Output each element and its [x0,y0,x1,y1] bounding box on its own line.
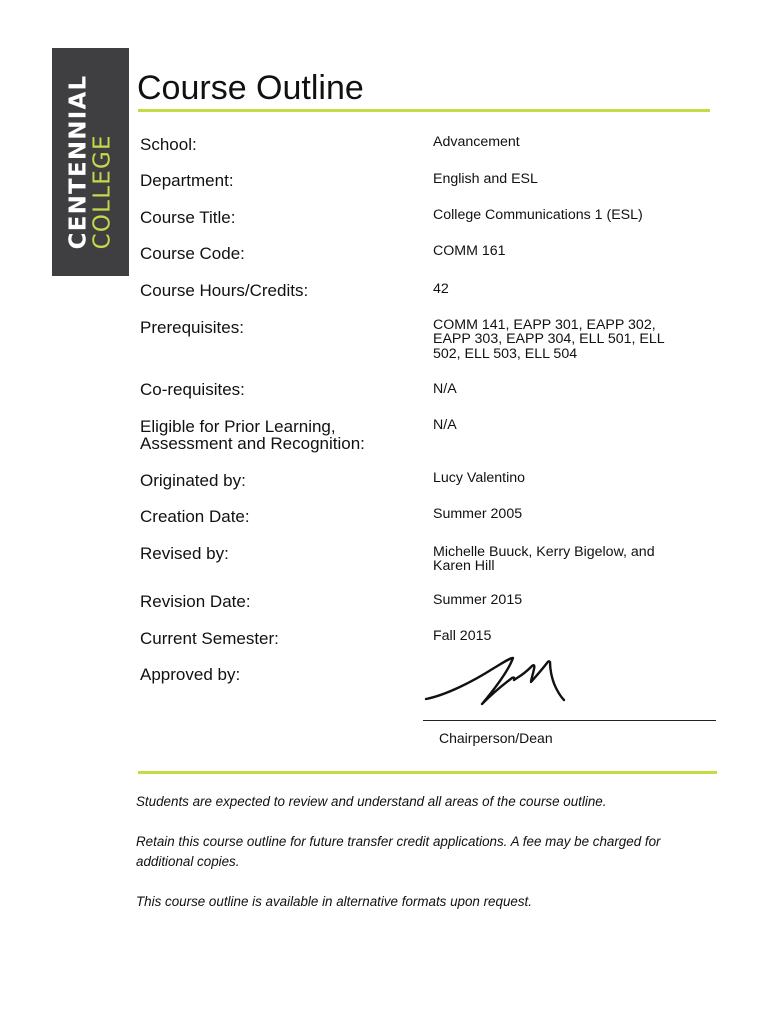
school-value: Advancement [433,134,520,150]
creation-date-label: Creation Date: [140,507,250,526]
current-semester-value: Fall 2015 [433,628,492,644]
college-logo [52,48,129,276]
revised-by-value-line-2: Karen Hill [433,558,495,574]
course-code-value: COMM 161 [433,243,506,259]
prerequisites-value-line-3: 502, ELL 503, ELL 504 [433,346,578,362]
prerequisites-value-line-1: COMM 141, EAPP 301, EAPP 302, [433,317,656,333]
corequisites-label: Co-requisites: [140,380,245,399]
revised-by-label: Revised by: [140,544,229,563]
signature-caption: Chairperson/Dean [439,730,553,746]
department-label: Department: [140,171,234,190]
course-title-label: Course Title: [140,208,236,227]
revision-date-value: Summer 2015 [433,592,523,608]
originated-by-value: Lucy Valentino [433,470,526,486]
prior-learning-label-line-1: Eligible for Prior Learning, [140,417,336,436]
prerequisites-value-line-2: EAPP 303, EAPP 304, ELL 501, ELL [433,331,665,347]
note-alternative-formats: This course outline is available in alternative formats upon request. [136,894,532,909]
corequisites-value: N/A [433,381,457,397]
logo-word-college: COLLEGE [89,134,115,250]
page-title: Course Outline [137,69,364,107]
handwritten-signature [424,652,584,712]
course-code-label: Course Code: [140,244,245,263]
logo-wordmark [67,75,114,250]
title-divider [138,109,710,112]
prior-learning-value: N/A [433,417,457,433]
revision-date-label: Revision Date: [140,592,251,611]
prior-learning-label-line-2: Assessment and Recognition: [140,434,365,453]
current-semester-label: Current Semester: [140,629,279,648]
originated-by-label: Originated by: [140,471,246,490]
school-label: School: [140,135,197,154]
department-value: English and ESL [433,171,538,187]
prerequisites-label: Prerequisites: [140,318,244,337]
notes-divider [138,771,717,774]
note-review: Students are expected to review and understand all areas of the course outline. [136,794,607,809]
signature-line [423,720,716,721]
course-hours-label: Course Hours/Credits: [140,281,309,300]
creation-date-value: Summer 2005 [433,506,523,522]
note-retain: Retain this course outline for future transfer credit applications. A fee may be charged for additional copies. [136,834,661,869]
course-title-value: College Communications 1 (ESL) [433,207,643,223]
approved-by-label: Approved by: [140,665,241,684]
logo-word-centennial: CENTENNIAL [65,74,91,250]
course-hours-value: 42 [433,281,449,297]
revised-by-value-line-1: Michelle Buuck, Kerry Bigelow, and [433,544,655,560]
